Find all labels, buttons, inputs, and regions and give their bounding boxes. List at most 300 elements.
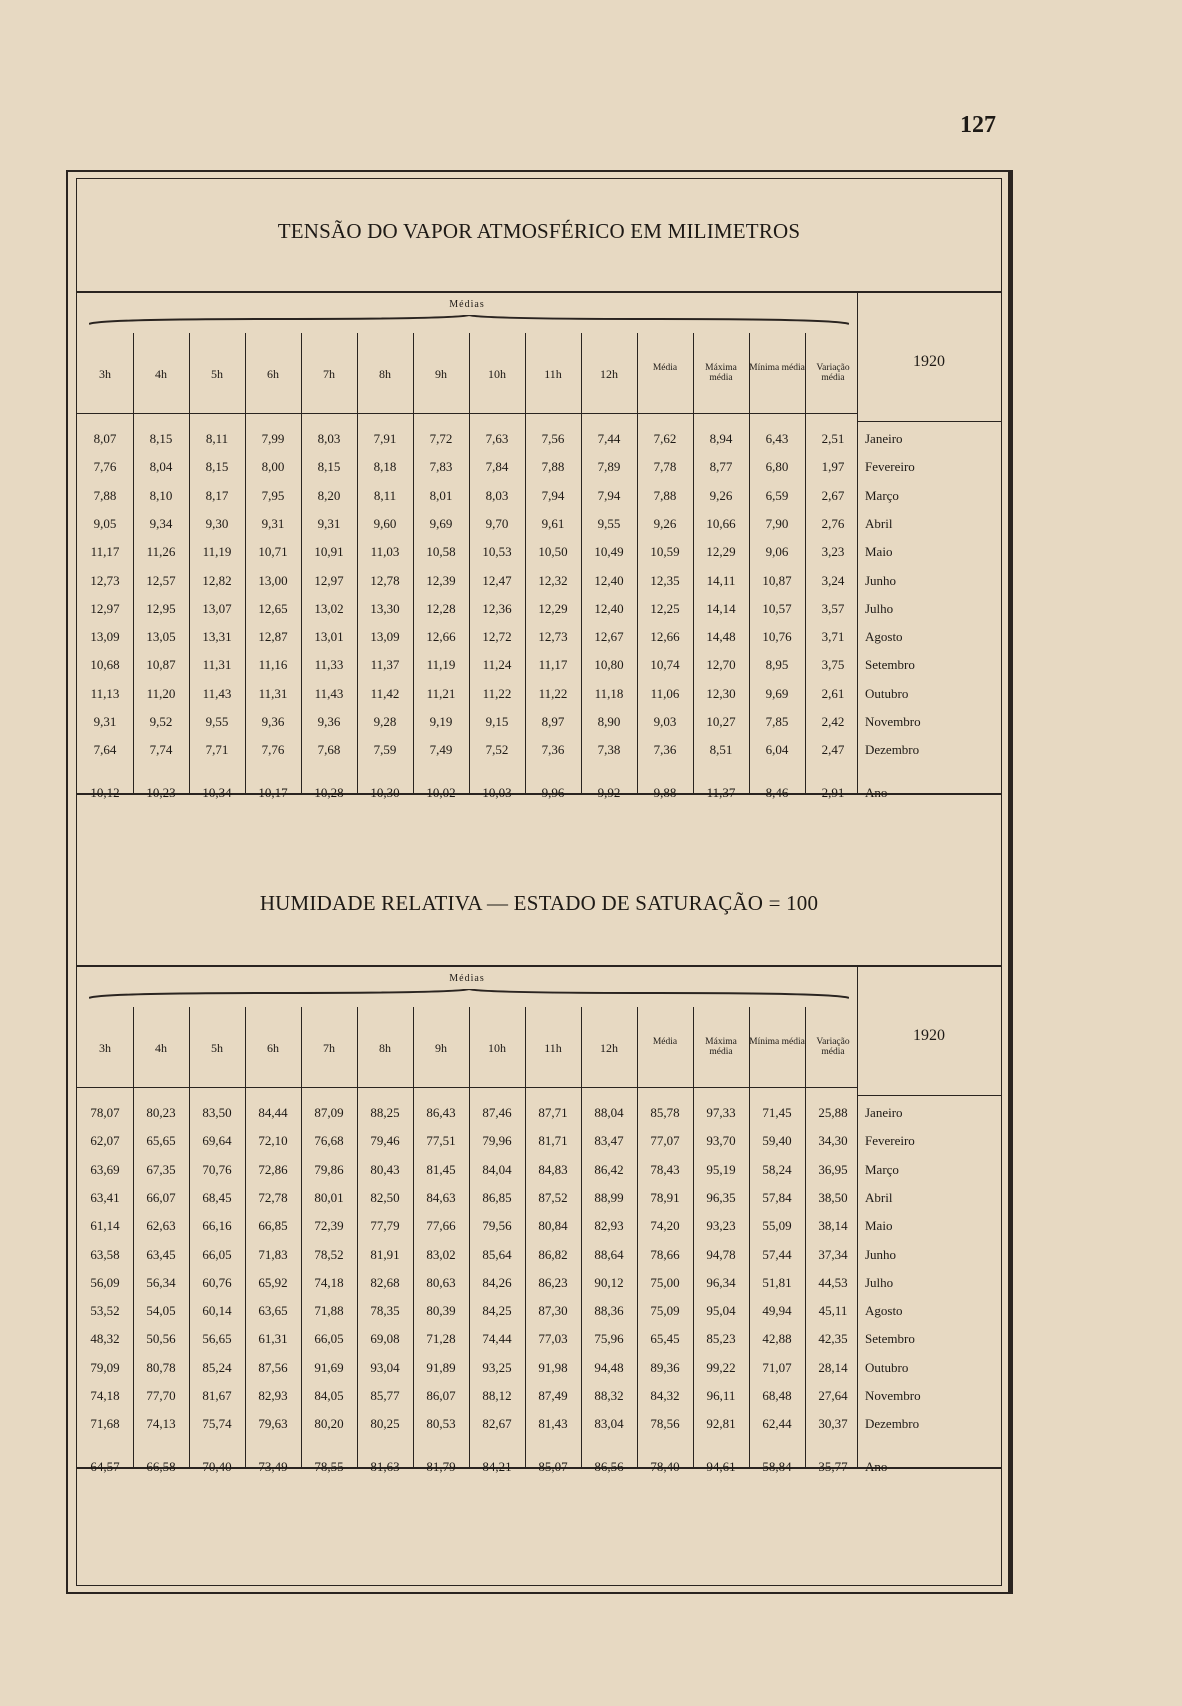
table-cell: 81,71	[538, 1133, 568, 1149]
table-cell: 6,04	[765, 742, 789, 758]
table-cell: 7,83	[429, 459, 453, 475]
month-label: Julho	[865, 1274, 894, 1290]
month-label: Agosto	[865, 1303, 903, 1319]
table-cell: 72,10	[258, 1133, 288, 1149]
month-label: Fevereiro	[865, 459, 915, 475]
table-cell: 84,04	[482, 1161, 512, 1177]
column-header: Mínima média	[749, 1037, 805, 1047]
table-cell: 62,44	[762, 1416, 792, 1432]
table-cell: 13,05	[146, 629, 176, 645]
table-cell: 10,87	[146, 657, 176, 673]
table-cell: 12,67	[594, 629, 624, 645]
table-cell: 9,28	[373, 714, 397, 729]
table-cell: 88,32	[594, 1388, 624, 1403]
table-cell: 82,68	[370, 1274, 400, 1290]
table-cell: 7,88	[93, 487, 117, 503]
table-cell: 88,64	[594, 1246, 624, 1262]
table-cell: 12,47	[482, 572, 512, 588]
table-cell: 88,36	[594, 1303, 624, 1319]
table-cell: 75,09	[650, 1303, 680, 1319]
table-cell: 7,52	[485, 742, 509, 758]
table-cell: 91,98	[538, 1359, 568, 1375]
table-cell: 13,09	[90, 629, 120, 645]
table-cell: 8,15	[317, 459, 341, 475]
table-cell: 83,02	[426, 1246, 456, 1262]
table-cell: 68,48	[762, 1388, 792, 1403]
column-header: 11h	[544, 1041, 562, 1055]
table-cell: 7,94	[597, 487, 621, 503]
group-brace	[89, 989, 849, 999]
month-label: Dezembro	[865, 742, 920, 758]
table-cell: 14,11	[706, 572, 736, 588]
table-cell: 11,42	[370, 685, 400, 701]
table-cell: 53,52	[90, 1303, 120, 1319]
table-cell: 8,77	[709, 459, 733, 475]
header-divider	[857, 1095, 1001, 1096]
table-cell: 77,70	[146, 1388, 176, 1403]
table-cell: 96,35	[706, 1189, 736, 1205]
table-cell: 77,51	[426, 1133, 456, 1149]
table-cell: 11,37	[706, 784, 736, 800]
table-cell: 9,96	[541, 784, 565, 800]
table-cell: 78,43	[650, 1161, 680, 1177]
month-label: Outubro	[865, 1359, 909, 1375]
table-cell: 7,76	[93, 459, 117, 475]
table-cell: 71,68	[90, 1416, 120, 1432]
table-cell: 8,95	[765, 657, 789, 673]
table-cell: 12,57	[146, 572, 176, 588]
table-cell: 12,97	[314, 572, 344, 588]
table-cell: 78,91	[650, 1189, 680, 1205]
table-cell: 72,39	[314, 1218, 344, 1234]
table-cell: 86,85	[482, 1189, 512, 1205]
table-cell: 81,79	[426, 1458, 456, 1474]
table-cell: 66,85	[258, 1218, 288, 1234]
table-cell: 2,61	[821, 685, 845, 701]
table-inner-frame	[76, 178, 1002, 1586]
header-divider	[857, 421, 1001, 422]
table-cell: 85,24	[202, 1359, 232, 1375]
table-cell: 12,65	[258, 600, 288, 616]
table-cell: 99,22	[706, 1359, 736, 1375]
column-header: 3h	[99, 367, 111, 381]
table-cell: 12,73	[90, 572, 120, 588]
table-cell: 9,92	[597, 784, 621, 800]
table-cell: 94,48	[594, 1359, 624, 1375]
table-cell: 9,61	[541, 515, 565, 531]
table-cell: 12,39	[426, 572, 456, 588]
table-cell: 61,31	[258, 1331, 288, 1347]
table-cell: 80,39	[426, 1303, 456, 1319]
table-cell: 63,69	[90, 1161, 120, 1177]
table-cell: 62,07	[90, 1133, 120, 1149]
table-cell: 7,71	[205, 742, 229, 758]
table-cell: 11,24	[482, 657, 512, 673]
table-cell: 3,24	[821, 572, 845, 588]
table-cell: 44,53	[818, 1274, 848, 1290]
table-cell: 7,88	[653, 487, 677, 503]
column-header: 9h	[435, 1041, 447, 1055]
table-cell: 9,26	[653, 515, 677, 531]
table-cell: 65,65	[146, 1133, 176, 1149]
table-cell: 8,51	[709, 742, 733, 758]
month-label: Setembro	[865, 1331, 915, 1347]
table-cell: 87,30	[538, 1303, 568, 1319]
table-cell: 87,49	[538, 1388, 568, 1403]
table-cell: 62,63	[146, 1218, 176, 1234]
table-cell: 9,30	[205, 515, 229, 531]
table-cell: 63,45	[146, 1246, 176, 1262]
table-cell: 8,17	[205, 487, 229, 503]
table-cell: 74,20	[650, 1218, 680, 1234]
table-cell: 7,36	[541, 742, 565, 758]
table-cell: 84,44	[258, 1105, 288, 1120]
table-cell: 7,38	[597, 742, 621, 758]
table-cell: 9,19	[429, 714, 453, 729]
table-cell: 10,59	[650, 544, 680, 560]
column-header: 10h	[488, 1041, 506, 1055]
table-cell: 10,74	[650, 657, 680, 673]
humidity-table	[77, 965, 1001, 1474]
table-cell: 11,19	[426, 657, 456, 673]
table-cell: 78,55	[314, 1458, 344, 1474]
table-cell: 11,31	[202, 657, 232, 673]
table-cell: 3,57	[821, 600, 845, 616]
table-cell: 9,31	[317, 515, 341, 531]
header-divider	[77, 413, 857, 414]
table-cell: 7,94	[541, 487, 565, 503]
table-cell: 8,04	[149, 459, 173, 475]
table-cell: 42,35	[818, 1331, 848, 1347]
column-header: 6h	[267, 1041, 279, 1055]
table-cell: 59,40	[762, 1133, 792, 1149]
month-label: Maio	[865, 544, 893, 560]
month-label: Fevereiro	[865, 1133, 915, 1149]
table-cell: 12,40	[594, 572, 624, 588]
table-cell: 12,87	[258, 629, 288, 645]
table-cell: 7,89	[597, 459, 621, 475]
table-cell: 82,67	[482, 1416, 512, 1432]
column-header: 4h	[155, 1041, 167, 1055]
table-cell: 2,51	[821, 431, 845, 446]
table-cell: 12,32	[538, 572, 568, 588]
table-cell: 84,21	[482, 1458, 512, 1474]
table-cell: 11,19	[202, 544, 232, 560]
table-cell: 71,83	[258, 1246, 288, 1262]
table-cell: 7,84	[485, 459, 509, 475]
column-header: 10h	[488, 367, 506, 381]
table-cell: 75,74	[202, 1416, 232, 1432]
column-header: Média	[652, 1037, 678, 1047]
table-cell: 72,86	[258, 1161, 288, 1177]
table-cell: 57,44	[762, 1246, 792, 1262]
table-cell: 66,16	[202, 1218, 232, 1234]
table-cell: 48,32	[90, 1331, 120, 1347]
table-cell: 12,78	[370, 572, 400, 588]
table-cell: 10,76	[762, 629, 792, 645]
table-cell: 72,78	[258, 1189, 288, 1205]
table-cell: 85,64	[482, 1246, 512, 1262]
table-cell: 7,78	[653, 459, 677, 475]
table-cell: 2,76	[821, 515, 845, 531]
table-cell: 12,29	[706, 544, 736, 560]
table-cell: 9,31	[261, 515, 285, 531]
table-cell: 2,67	[821, 487, 845, 503]
vapor-table	[77, 291, 1001, 800]
table-cell: 78,56	[650, 1416, 680, 1432]
table-cell: 25,88	[818, 1105, 848, 1120]
table-cell: 8,11	[373, 487, 397, 503]
header-divider	[77, 1087, 857, 1088]
table-cell: 80,23	[146, 1105, 176, 1120]
table-cell: 3,23	[821, 544, 845, 560]
table-cell: 8,01	[429, 487, 453, 503]
table-cell: 54,05	[146, 1303, 176, 1319]
table-cell: 83,50	[202, 1105, 232, 1120]
table-cell: 7,85	[765, 714, 789, 729]
table-cell: 66,58	[146, 1458, 176, 1474]
table-cell: 58,24	[762, 1161, 792, 1177]
table-cell: 79,56	[482, 1218, 512, 1234]
table-cell: 2,47	[821, 742, 845, 758]
table-cell: 94,61	[706, 1458, 736, 1474]
column-header: Máxima média	[705, 363, 737, 383]
table-cell: 84,25	[482, 1303, 512, 1319]
table-cell: 78,66	[650, 1246, 680, 1262]
table-cell: 10,50	[538, 544, 568, 560]
table-cell: 96,11	[706, 1388, 736, 1403]
table-cell: 12,35	[650, 572, 680, 588]
column-header: 12h	[600, 367, 618, 381]
table-cell: 7,64	[93, 742, 117, 758]
table-cell: 80,20	[314, 1416, 344, 1432]
table-cell: 78,07	[90, 1105, 120, 1120]
table-cell: 85,23	[706, 1331, 736, 1347]
table-cell: 8,97	[541, 714, 565, 729]
table-cell: 37,34	[818, 1246, 848, 1262]
medias-label: Médias	[449, 973, 485, 984]
month-label: Novembro	[865, 714, 921, 729]
table-cell: 84,05	[314, 1388, 344, 1403]
table-cell: 57,84	[762, 1189, 792, 1205]
table-cell: 60,14	[202, 1303, 232, 1319]
table-cell: 10,68	[90, 657, 120, 673]
table-cell: 80,63	[426, 1274, 456, 1290]
table-cell: 86,56	[594, 1458, 624, 1474]
table-cell: 80,78	[146, 1359, 176, 1375]
table-cell: 11,43	[202, 685, 232, 701]
table-cell: 79,86	[314, 1161, 344, 1177]
table-cell: 84,63	[426, 1189, 456, 1205]
table-cell: 78,40	[650, 1458, 680, 1474]
vapor-title: TENSÃO DO VAPOR ATMOSFÉRICO EM MILIMETROS	[277, 219, 801, 243]
table-cell: 10,34	[202, 784, 232, 800]
table-cell: 3,75	[821, 657, 845, 673]
table-cell: 80,01	[314, 1189, 344, 1205]
table-cell: 86,82	[538, 1246, 568, 1262]
table-cell: 3,71	[821, 629, 845, 645]
table-cell: 11,21	[426, 685, 456, 701]
table-cell: 83,47	[594, 1133, 624, 1149]
table-cell: 87,46	[482, 1105, 512, 1120]
table-cell: 11,16	[258, 657, 288, 673]
table-cell: 10,12	[90, 784, 120, 800]
table-cell: 8,15	[205, 459, 229, 475]
table-cell: 13,07	[202, 600, 232, 616]
table-cell: 12,30	[706, 685, 736, 701]
table-cell: 12,82	[202, 572, 232, 588]
table-cell: 9,60	[373, 515, 397, 531]
table-cell: 9,55	[597, 515, 621, 531]
table-cell: 7,49	[429, 742, 453, 758]
table-cell: 6,80	[765, 459, 789, 475]
month-label: Março	[865, 1161, 899, 1177]
table-cell: 80,84	[538, 1218, 568, 1234]
table-cell: 13,30	[370, 600, 400, 616]
table-cell: 50,56	[146, 1331, 176, 1347]
table-cell: 74,18	[314, 1274, 344, 1290]
month-label: Setembro	[865, 657, 915, 673]
table-cell: 8,03	[317, 431, 341, 446]
table-cell: 10,27	[706, 714, 736, 729]
table-cell: 70,76	[202, 1161, 232, 1177]
table-cell: 75,96	[594, 1331, 624, 1347]
table-cell: 78,52	[314, 1246, 344, 1262]
table-cell: 2,91	[821, 784, 845, 800]
table-cell: 61,14	[90, 1218, 120, 1234]
table-cell: 45,11	[818, 1303, 848, 1319]
month-label: Outubro	[865, 685, 909, 701]
table-cell: 12,70	[706, 657, 736, 673]
table-cell: 10,87	[762, 572, 792, 588]
column-header: 3h	[99, 1041, 111, 1055]
table-cell: 13,02	[314, 600, 344, 616]
table-cell: 66,07	[146, 1189, 176, 1205]
table-cell: 11,17	[538, 657, 568, 673]
column-header: 5h	[211, 367, 223, 381]
table-cell: 77,07	[650, 1133, 680, 1149]
month-label: Agosto	[865, 629, 903, 645]
table-cell: 81,91	[370, 1246, 400, 1262]
table-cell: 82,93	[258, 1388, 288, 1403]
table-cell: 11,22	[482, 685, 512, 701]
table-cell: 51,81	[762, 1274, 792, 1290]
table-cell: 9,55	[205, 714, 229, 729]
table-cell: 49,94	[762, 1303, 792, 1319]
month-label: Abril	[865, 515, 893, 531]
column-header: 8h	[379, 367, 391, 381]
table-cell: 12,40	[594, 600, 624, 616]
table-cell: 8,00	[261, 459, 285, 475]
table-cell: 12,28	[426, 600, 456, 616]
table-cell: 95,04	[706, 1303, 736, 1319]
table-cell: 9,52	[149, 714, 173, 729]
table-cell: 58,84	[762, 1458, 792, 1474]
table-cell: 93,23	[706, 1218, 736, 1234]
table-cell: 38,14	[818, 1218, 848, 1234]
table-cell: 10,02	[426, 784, 456, 800]
table-cell: 8,15	[149, 431, 173, 446]
table-cell: 94,78	[706, 1246, 736, 1262]
table-cell: 79,09	[90, 1359, 120, 1375]
table-cell: 7,68	[317, 742, 341, 758]
table-cell: 7,72	[429, 431, 453, 446]
table-cell: 63,41	[90, 1189, 120, 1205]
table-cell: 71,28	[426, 1331, 456, 1347]
table-cell: 10,66	[706, 515, 736, 531]
table-cell: 7,36	[653, 742, 677, 758]
column-header: Variação média	[816, 1037, 850, 1057]
table-cell: 63,58	[90, 1246, 120, 1262]
table-cell: 97,33	[706, 1105, 736, 1120]
page-number: 127	[960, 112, 996, 138]
table-cell: 93,25	[482, 1359, 512, 1375]
table-cell: 12,95	[146, 600, 176, 616]
table-cell: 7,95	[261, 487, 285, 503]
table-cell: 12,66	[650, 629, 680, 645]
month-label: Junho	[865, 1246, 897, 1262]
table-cell: 89,36	[650, 1359, 680, 1375]
table-cell: 11,33	[314, 657, 344, 673]
table-cell: 73,49	[258, 1458, 288, 1474]
table-cell: 63,65	[258, 1303, 288, 1319]
column-header: 5h	[211, 1041, 223, 1055]
table-cell: 56,65	[202, 1331, 232, 1347]
medias-label: Médias	[449, 299, 485, 310]
table-cell: 11,22	[538, 685, 568, 701]
table-cell: 10,03	[482, 784, 512, 800]
table-cell: 9,69	[765, 685, 789, 701]
table-cell: 8,10	[149, 487, 173, 503]
table-cell: 10,49	[594, 544, 624, 560]
table-cell: 36,95	[818, 1161, 848, 1177]
table-cell: 10,58	[426, 544, 456, 560]
table-cell: 79,96	[482, 1133, 512, 1149]
table-cell: 77,03	[538, 1331, 568, 1347]
table-cell: 60,76	[202, 1274, 232, 1290]
table-cell: 65,92	[258, 1274, 288, 1290]
table-cell: 86,42	[594, 1161, 624, 1177]
table-cell: 12,72	[482, 629, 512, 645]
table-cell: 10,57	[762, 600, 792, 616]
table-cell: 56,09	[90, 1274, 120, 1290]
table-cell: 13,31	[202, 629, 232, 645]
column-header: 8h	[379, 1041, 391, 1055]
table-cell: 12,73	[538, 629, 568, 645]
table-cell: 9,15	[485, 714, 509, 729]
table-cell: 27,64	[818, 1388, 848, 1403]
table-cell: 81,45	[426, 1161, 456, 1177]
table-cell: 81,67	[202, 1388, 232, 1403]
month-label: Janeiro	[865, 1105, 903, 1120]
table-cell: 7,44	[597, 431, 621, 446]
column-header: 12h	[600, 1041, 618, 1055]
table-cell: 70,40	[202, 1458, 232, 1474]
table-cell: 90,12	[594, 1274, 624, 1290]
table-cell: 10,17	[258, 784, 288, 800]
table-cell: 8,20	[317, 487, 341, 503]
table-cell: 11,20	[146, 685, 176, 701]
month-label: Março	[865, 487, 899, 503]
table-cell: 82,93	[594, 1218, 624, 1234]
table-cell: 85,78	[650, 1105, 680, 1120]
table-cell: 74,44	[482, 1331, 512, 1347]
table-cell: 14,14	[706, 600, 736, 616]
table-cell: 13,00	[258, 572, 288, 588]
column-header: 11h	[544, 367, 562, 381]
table-cell: 8,18	[373, 459, 397, 475]
table-cell: 9,70	[485, 515, 509, 531]
